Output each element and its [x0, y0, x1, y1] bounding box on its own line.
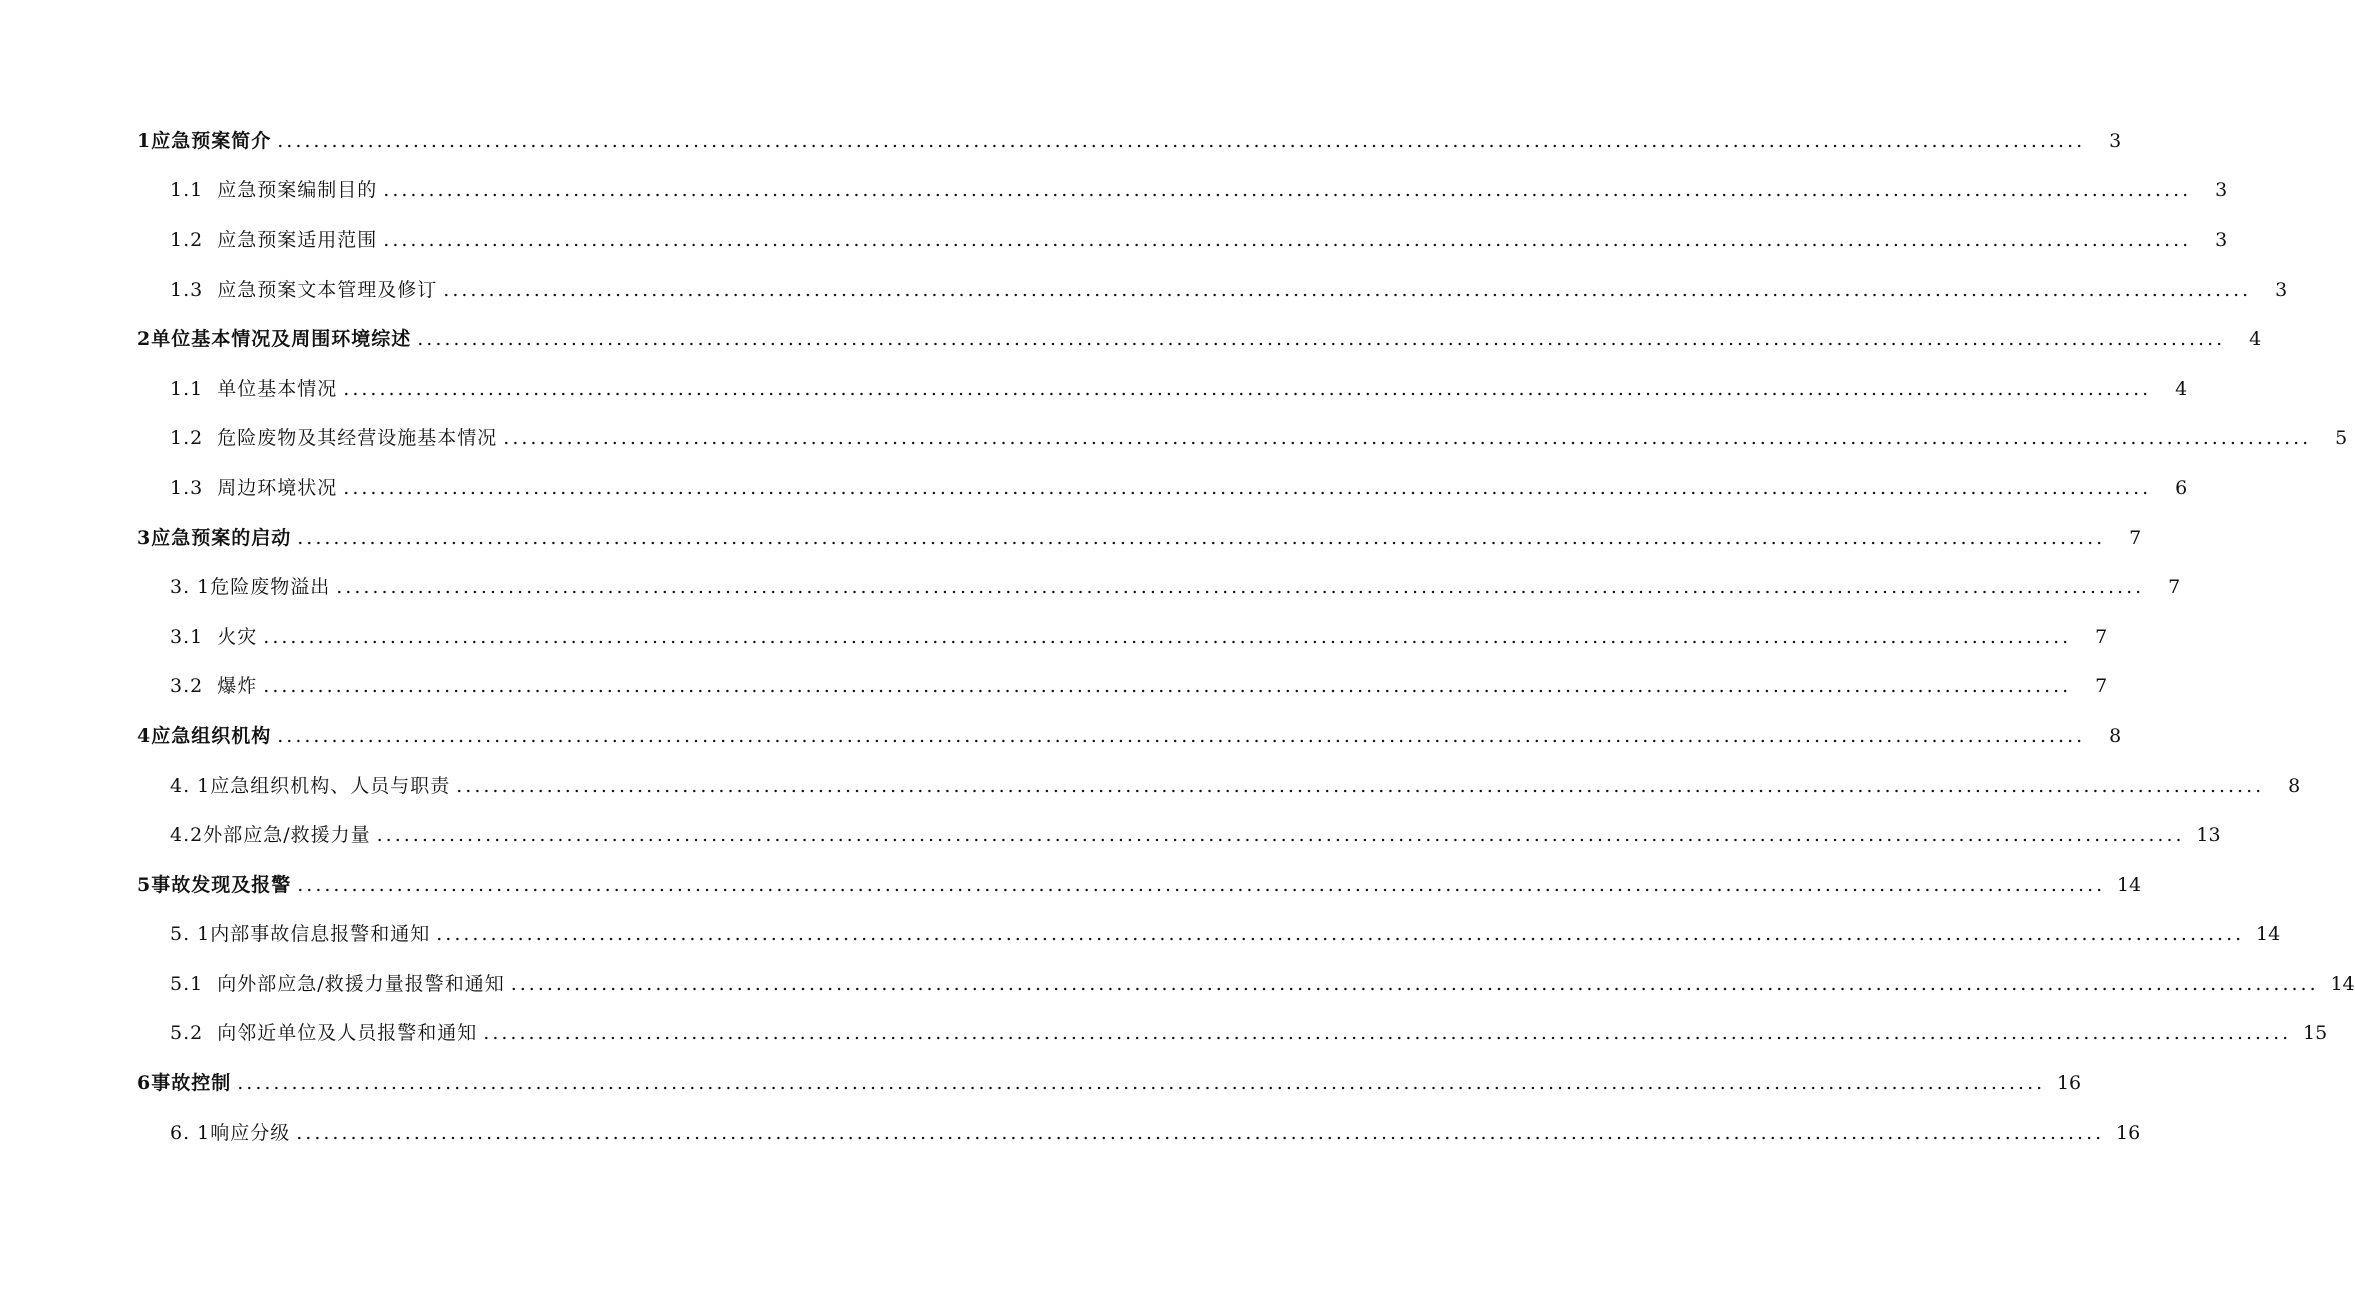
- toc-entry-title: 4.2外部应急/救援力量: [170, 824, 371, 847]
- toc-page-number: 6: [2175, 476, 2188, 499]
- toc-section-entry[interactable]: [0, 166, 2228, 216]
- toc-dot-leader: ........................................................................................................................................................................................................: [376, 824, 2185, 847]
- toc-page-number: 14: [2256, 923, 2281, 946]
- toc-dot-leader: ........................................................................................................................................................................................................: [443, 278, 2252, 301]
- toc-entry-title: 4. 1应急组织机构、人员与职责: [170, 774, 451, 797]
- toc-entry-title: 3.1 火灾: [170, 625, 258, 648]
- toc-section-entry[interactable]: [0, 215, 2228, 265]
- toc-entry-title: 3.2 爆炸: [170, 675, 258, 698]
- toc-entry-title: 1.1 单位基本情况: [170, 377, 338, 400]
- toc-page-number: 7: [2095, 625, 2108, 648]
- toc-entry-title: 6. 1响应分级: [170, 1121, 291, 1144]
- toc-entry-title: 1.3 周边环境状况: [170, 476, 338, 499]
- toc-entry-title: 1应急预案简介: [137, 129, 272, 152]
- toc-page-number: 16: [2056, 1072, 2082, 1095]
- toc-section-entry[interactable]: [0, 463, 2188, 513]
- toc-dot-leader: ........................................................................................................................................................................................................: [456, 774, 2265, 797]
- toc-dot-leader: ........................................................................................................................................................................................................: [503, 427, 2312, 450]
- toc-page-number: 3: [2215, 179, 2228, 202]
- toc-dot-leader: ........................................................................................................................................................................................................: [343, 476, 2152, 499]
- toc-chapter-entry[interactable]: [0, 513, 2142, 563]
- toc-dot-leader: ........................................................................................................................................................................................................: [296, 1121, 2105, 1144]
- toc-page-number: 8: [2288, 774, 2301, 797]
- toc-section-entry[interactable]: [0, 364, 2188, 414]
- toc-section-entry[interactable]: [0, 959, 2355, 1009]
- toc-page-number: 14: [2116, 873, 2142, 896]
- toc-entry-title: 6事故控制: [137, 1072, 232, 1095]
- toc-page-number: 3: [2275, 278, 2288, 301]
- toc-entry-title: 5.1 向外部应急/救援力量报警和通知: [170, 972, 505, 995]
- toc-dot-leader: ........................................................................................................................................................................................................: [336, 576, 2145, 599]
- toc-page-number: 4: [2249, 328, 2262, 351]
- toc-chapter-entry[interactable]: [0, 314, 2262, 364]
- toc-page-number: 4: [2175, 377, 2188, 400]
- toc-dot-leader: ........................................................................................................................................................................................................: [277, 129, 2086, 152]
- toc-dot-leader: ........................................................................................................................................................................................................: [263, 675, 2072, 698]
- toc-page-number: 7: [2095, 675, 2108, 698]
- toc-chapter-entry[interactable]: [0, 860, 2142, 910]
- toc-entry-title: 5.2 向邻近单位及人员报警和通知: [170, 1022, 478, 1045]
- toc-entry-title: 1.3 应急预案文本管理及修订: [170, 278, 438, 301]
- toc-entry-title: 1.1 应急预案编制目的: [170, 179, 378, 202]
- toc-page-number: 3: [2215, 228, 2228, 251]
- toc-dot-leader: ........................................................................................................................................................................................................: [483, 1022, 2292, 1045]
- toc-dot-leader: ........................................................................................................................................................................................................: [383, 228, 2192, 251]
- toc-section-entry[interactable]: [0, 612, 2108, 662]
- toc-chapter-entry[interactable]: [0, 116, 2122, 166]
- toc-page-number: 14: [2330, 972, 2355, 995]
- toc-dot-leader: ........................................................................................................................................................................................................: [383, 179, 2192, 202]
- toc-dot-leader: ........................................................................................................................................................................................................: [263, 625, 2072, 648]
- toc-page-number: 8: [2109, 724, 2122, 747]
- toc-dot-leader: ........................................................................................................................................................................................................: [510, 972, 2319, 995]
- toc-dot-leader: ........................................................................................................................................................................................................: [297, 873, 2106, 896]
- toc-page-number: 7: [2168, 576, 2181, 599]
- toc-section-entry[interactable]: [0, 414, 2348, 464]
- toc-entry-title: 3. 1危险废物溢出: [170, 576, 331, 599]
- toc-entry-title: 2单位基本情况及周围环境综述: [137, 328, 412, 351]
- toc-section-entry[interactable]: [0, 662, 2108, 712]
- toc-dot-leader: ........................................................................................................................................................................................................: [277, 724, 2086, 747]
- toc-page-number: 3: [2109, 129, 2122, 152]
- toc-section-entry[interactable]: [0, 562, 2181, 612]
- toc-entry-title: 4应急组织机构: [137, 724, 272, 747]
- toc-page-number: 13: [2196, 824, 2221, 847]
- toc-dot-leader: ........................................................................................................................................................................................................: [343, 377, 2152, 400]
- toc-entry-title: 3应急预案的启动: [137, 526, 292, 549]
- toc-page-number: 16: [2116, 1121, 2141, 1144]
- toc-dot-leader: ........................................................................................................................................................................................................: [417, 328, 2226, 351]
- toc-section-entry[interactable]: [0, 1009, 2328, 1059]
- toc-entry-title: 5. 1内部事故信息报警和通知: [170, 923, 431, 946]
- toc-dot-leader: ........................................................................................................................................................................................................: [297, 526, 2106, 549]
- toc-page-number: 7: [2129, 526, 2142, 549]
- toc-page-number: 15: [2303, 1022, 2328, 1045]
- toc-entry-title: 5事故发现及报警: [137, 873, 292, 896]
- toc-section-entry[interactable]: [0, 265, 2288, 315]
- toc-section-entry[interactable]: [0, 1108, 2141, 1158]
- toc-entry-title: 1.2 危险废物及其经营设施基本情况: [170, 427, 498, 450]
- toc-entry-title: 1.2 应急预案适用范围: [170, 228, 378, 251]
- toc-dot-leader: ........................................................................................................................................................................................................: [237, 1072, 2046, 1095]
- toc-section-entry[interactable]: [0, 910, 2281, 960]
- toc-page-number: 5: [2335, 427, 2348, 450]
- toc-chapter-entry[interactable]: [0, 1058, 2082, 1108]
- toc-dot-leader: ........................................................................................................................................................................................................: [436, 923, 2245, 946]
- toc-section-entry[interactable]: [0, 810, 2221, 860]
- toc-section-entry[interactable]: [0, 761, 2301, 811]
- table-of-contents: [0, 116, 2355, 1157]
- toc-chapter-entry[interactable]: [0, 711, 2122, 761]
